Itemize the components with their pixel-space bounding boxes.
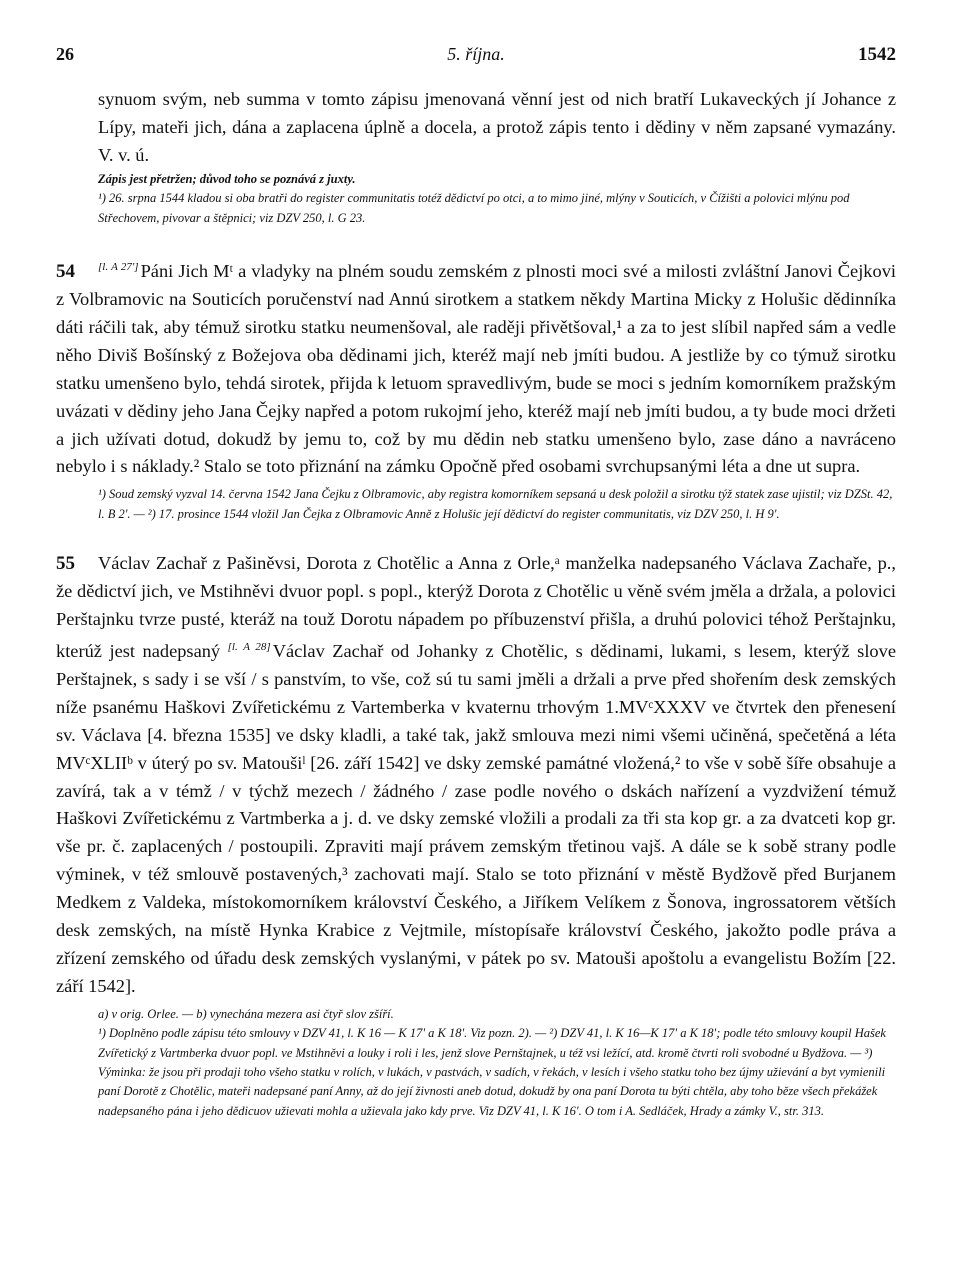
entry-54-notes [56, 485, 896, 524]
document-page [56, 44, 896, 1147]
entry-55-folio: [l. A 28] [227, 640, 271, 653]
entry-55-body-part1: Václav Zachař z Pašiněvsi, Dorota z Chotělic a Anna z Orle,ᵃ manželka nadepsaného Václava Zachaře, p., že dědictví jich, ve Mstihněvi dvuor popl. s popl., kterýž Dorota z Chotělic u věně svém jměla a držala, a polovici Perštajnku tvrze pusté, kteráž na touž Dorotu nápadem po příbuzenství přišla, a druhú polovici téhož Perštajnku, kterúž jest nadepsaný [56, 553, 896, 661]
page-header [56, 44, 896, 74]
entry-54 [56, 254, 896, 524]
entry-53-footnote: ¹) 26. srpna 1544 kladou si oba bratři do register communitatis totéž dědictví po otci, a to mimo jiné, mlýny v Souticích, v Čížišti a polovici mlýnu pod Střechovem, pivovar a štěpnici; viz DZV 250, l. G 23. [98, 191, 850, 225]
entry-53-editorial-note: Zápis jest přetržen; důvod toho se poznává z juxty. [98, 171, 356, 186]
entry-53-notes [56, 170, 896, 228]
entry-54-folio: [l. A 27'] [98, 260, 139, 273]
entry-54-footnote: ¹) Soud zemský vyzval 14. června 1542 Jana Čejku z Olbramovic, aby registra komorníkem sepsaná u desk položil a sirotku týž statek zase ujistil; viz DZSt. 42, l. B 2'. — ²) 17. prosince 1544 vložil Jan Čejka z Olbramovic Anně z Holušic její dědictví do register communitatis, viz DZV 250, l. H 9'. [98, 487, 893, 521]
entry-55-variant-notes: a) v orig. Orlee. — b) vynechána mezera asi čtyř slov zšíří. [98, 1006, 394, 1021]
entry-55-footnotes: ¹) Doplněno podle zápisu této smlouvy v DZV 41, l. K 16 — K 17' a K 18'. Viz pozn. 2). — ²) DZV 41, l. K 16—K 17' a K 18'; podle této smlouvy koupil Hašek Zvířetický z Vartmberka dvuor popl. ve Mstihněvi a louky i roli i les, jenž slove Pernštajnek, u též vsi ležící, atd. kromě čtvrti roli svobodné u Bydžova. — ³) Výminka: že jsou při prodaji toho všeho statku v rolích, v lukách, v pastvách, v sadích, v řekách, v lesích i všeho statku toho bez újmy užievání a byt vymienili paní Dorotě z Chotělic, mateři nadepsané paní Anny, až do její živnosti aneb dotud, dokudž by ona paní Dorota tu býti chtěla, aby toho běze všech překážek nadepsaného pána i jeho dědicuov užievati mohla a užievala jako kdy prve. Viz DZV 41, l. K 16'. O tom i A. Sedláček, Hrady a zámky V., str. 313. [98, 1026, 886, 1118]
entry-53-continuation [56, 86, 896, 228]
entry-55-body-part2: Václav Zachař od Johanky z Chotělic, s dědinami, lukami, s lesem, kterýž slove Perštajnek, s sady i se vší / s panstvím, to vše, což sú tu sami jměli a držali a prve před shořením desk zemských níže psanému Haškovi Zvířetickému z Vartemberka v kvaternu trhovým 1.MVᶜXXXV ve čtvrtek den přenesení sv. Václava [4. března 1535] ve dsky kladli, a také tak, jakž smlouva mezi nimi všemi učiněná, spečetěná a léta MVᶜXLIIᵇ v úterý po sv. Matoušiˡ [26. září 1542] ve dsky zemské památné vložená,² to vše v sobě šíře obsahuje a zavírá, tak a v témž / v týchž mezech / žádného / zase podle nového o dskách nařízení a vyzdvižení témuž Haškovi Zvířetickému z Vartmberka a j. d. ve dsky zemské vložili a prodali za tři sta kop gr. a za dvatceti kop gr. vše pr. č. zaplacených / postoupili. Zpraviti mají právem zemským třetinou vajš. A dále se k sobě strany podle výminek, v též smlouvě postavených,³ zachovati mají. Stalo se toto přiznání v městě Bydžově před Burjanem Medkem z Valdeka, místokomorníkem království Českého, a Jiříkem Velíkem z Šonova, ingrossatorem větších desk zemských, na místě Hynka Krabice z Vejtmile, místopísaře království Českého, jakožto podle práva a zřízení zemského od úřadu desk zemských vyslanými, v pátek po sv. Matouši apoštolu a evangelistu Božím [22. září 1542]. [56, 640, 896, 996]
entry-54-body: Páni Jich Mᵗ a vladyky na plném soudu zemském z plnosti moci své a milosti zvláštní Janovi Čejkovi z Volbramovic na Souticích poručenství nad Annú sirotkem a statkem někdy Martina Micky z Holušic dědinníka dáti ráčili tak, aby témuž sirotku statku neumenšoval, ale raději přivětšoval,¹ a za to jest slíbil napřed sám a vedle něho Diviš Bošínský z Božejova oba dědinami jich, kteréž mají neb jmíti budou. A jestliže by co týmuž sirotku statku umenšeno bylo, tehdá sirotek, přijda k letuom spravedlivým, bude se moci s jedním komorníkem pražským uvázati v dědiny jeho Jana Čejky napřed a potom rukojmí jeho, kteréž mají neb jmíti budou, a ty bude moci držeti a jich užívati dotud, dokudž by jemu to, což by mu dědin neb statku umenšeno bylo, zase dáno a navráceno nebylo i s náklady.² Stalo se toto přiznání na zámku Opočně před osobami svrchupsanými léta a dne ut supra. [56, 261, 896, 477]
entry-55-text [56, 550, 896, 1001]
entry-53-text: synuom svým, neb summa v tomto zápisu jmenovaná věnní jest od nich bratří Lukaveckých jí Johance z Lípy, mateři jich, dána a zaplacena úplně a docela, a protož zápis tento i dědiny v něm zapsané vymazány. V. v. ú. [98, 89, 896, 165]
entry-54-number: 54 [56, 261, 75, 283]
entry-55-notes [56, 1005, 896, 1121]
page-body [56, 86, 896, 1121]
entry-54-text [56, 254, 896, 481]
running-year: 1542 [858, 44, 896, 65]
entry-55 [56, 550, 896, 1121]
entry-55-number: 55 [56, 553, 75, 575]
page-number: 26 [56, 44, 74, 64]
running-date: 5. října. [447, 44, 505, 64]
